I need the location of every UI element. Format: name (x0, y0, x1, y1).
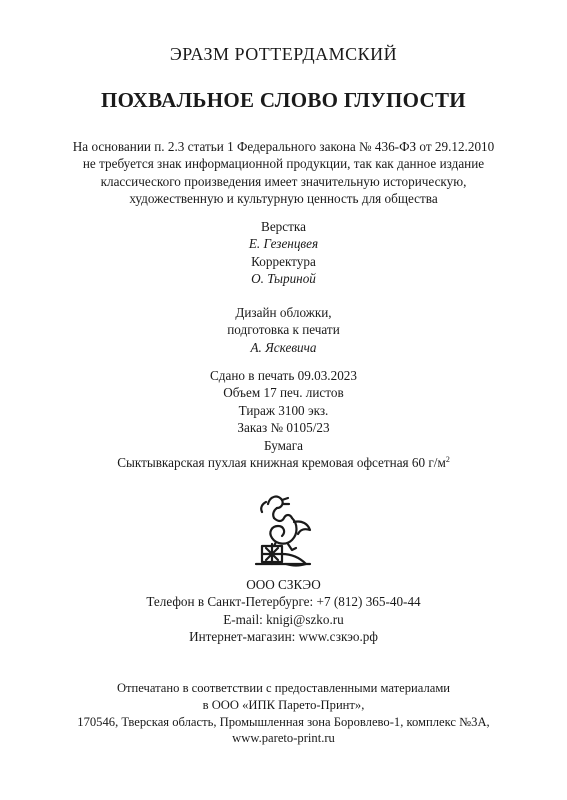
publisher-name: ООО СЗКЭО (246, 577, 321, 592)
credit-proofreading (0, 253, 567, 288)
print-order: Заказ № 0105/23 (237, 419, 330, 435)
publisher-shop: Интернет-магазин: www.сзкэо.рф (189, 628, 378, 644)
printer-line: 170546, Тверская область, Промышленная зона Боровлево-1, комплекс №3А, (77, 714, 490, 729)
printer-line: Отпечатано в соответствии с предоставленными материалами (116, 681, 451, 695)
credit-cover-label: Дизайн обложки, (235, 305, 332, 320)
legal-notice-line: художественную и культурную ценность для общества (129, 190, 438, 206)
credit-layout-name: Е. Гезенцвея (248, 236, 319, 252)
printer-line: www.pareto-print.ru (232, 731, 335, 746)
publisher-email: E-mail: knigi@szko.ru (223, 611, 344, 627)
paper-label: Бумага (263, 438, 304, 453)
credit-proof-label: Корректура (251, 254, 316, 269)
legal-notice-line: не требуется знак информационной продукции, так как данное издание (82, 156, 485, 172)
print-volume: Объем 17 печ. листов (223, 385, 344, 401)
publisher-dragon-logo-icon (248, 492, 318, 570)
publisher-phone: Телефон в Санкт-Петербурге: +7 (812) 365-40-44 (146, 594, 421, 610)
print-info (0, 367, 567, 436)
credit-cover-design (0, 304, 567, 356)
book-title: ПОХВАЛЬНОЕ СЛОВО ГЛУПОСТИ (101, 88, 466, 112)
printer-info (0, 680, 567, 747)
credit-cover-label: подготовка к печати (227, 322, 340, 338)
credit-proof-name: О. Тыриной (251, 271, 316, 287)
legal-notice-line: На основании п. 2.3 статьи 1 Федерального закона № 436-ФЗ от 29.12.2010 (72, 139, 495, 154)
legal-notice (40, 138, 527, 207)
credit-layout-label: Верстка (261, 219, 306, 234)
legal-notice-line: классического произведения имеет значительную историческую, (100, 173, 467, 189)
paper-description (0, 454, 567, 471)
book-author: ЭРАЗМ РОТТЕРДАМСКИЙ (169, 44, 398, 64)
printer-line: в ООО «ИПК Парето-Принт», (202, 697, 365, 712)
credit-layout (0, 218, 567, 253)
credit-cover-name: А. Яскевича (250, 339, 317, 355)
paper-desc-text: Сыктывкарская пухлая книжная кремовая офсетная 60 г/м (117, 455, 446, 471)
paper-unit-sup: 2 (445, 455, 450, 465)
paper-info (0, 437, 567, 472)
print-date: Сдано в печать 09.03.2023 (210, 368, 357, 383)
print-run: Тираж 3100 экз. (238, 402, 329, 418)
publisher-info (0, 576, 567, 645)
